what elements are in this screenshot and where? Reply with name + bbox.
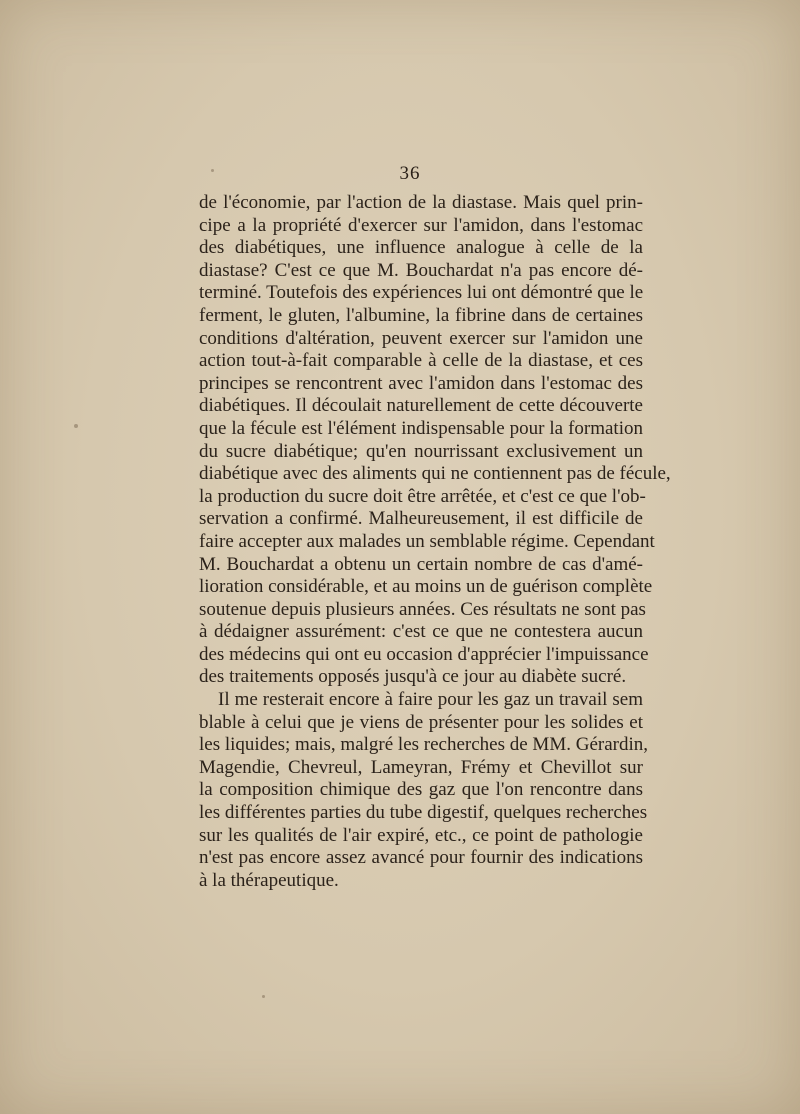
paragraph [199,192,671,689]
text-line: des médecins qui ont eu occasion d'apprécier l'impuissance [199,643,649,665]
text-line: action tout-à-fait comparable à celle de la diastase, et ces [199,350,643,372]
text-line: sur les qualités de l'air expiré, etc., ce point de pathologie [199,824,643,846]
body-text [199,192,671,892]
text-line: diastase? C'est ce que M. Bouchardat n'a pas encore dé- [199,259,643,281]
text-line: cipe a la propriété d'exercer sur l'amidon, dans l'estomac [199,214,643,236]
page-number: 36 [399,163,421,184]
text-line: la production du sucre doit être arrêtée, et c'est ce que l'ob- [199,485,646,507]
paragraph [199,689,648,892]
text-line: les différentes parties du tube digestif, quelques recherches [199,802,648,824]
text-line: diabétiques. Il découlait naturellement de cette découverte [199,395,643,417]
text-line: à la thérapeutique. [199,869,339,891]
text-line: M. Bouchardat a obtenu un certain nombre de cas d'amé- [199,553,643,575]
text-line: conditions d'altération, peuvent exercer sur l'amidon une [199,327,643,349]
text-line: que la fécule est l'élément indispensable pour la formation [199,417,643,439]
text-line: soutenue depuis plusieurs années. Ces résultats ne sont pas [199,598,646,620]
text-line: terminé. Toutefois des expériences lui ont démontré que le [199,282,644,304]
text-line: ferment, le gluten, l'albumine, la fibrine dans de certaines [199,304,643,326]
text-line: lioration considérable, et au moins un de guérison complète [199,576,653,598]
text-line: Magendie, Chevreul, Lameyran, Frémy et Chevillot sur [199,756,643,778]
text-line: servation a confirmé. Malheureusement, il est difficile de [199,508,643,530]
text-line: principes se rencontrent avec l'amidon dans l'estomac des [199,372,643,394]
text-line: n'est pas encore assez avancé pour fournir des indications [199,847,643,869]
text-line: des diabétiques, une influence analogue à celle de la [199,237,643,259]
text-line: blable à celui que je viens de présenter pour les solides et [199,711,643,733]
text-line: du sucre diabétique; qu'en nourrissant exclusivement un [199,440,643,462]
text-line: à dédaigner assurément: c'est ce que ne contestera aucun [199,621,643,643]
text-line: diabétique avec des aliments qui ne contiennent pas de fécule, [199,463,671,485]
paper-speck [262,995,265,998]
text-line: faire accepter aux malades un semblable régime. Cependant [199,530,655,552]
text-line: Il me resterait encore à faire pour les gaz un travail sem [218,689,643,711]
text-line: la composition chimique des gaz que l'on rencontre dans [199,779,643,801]
paper-speck [74,424,78,428]
text-line: des traitements opposés jusqu'à ce jour au diabète sucré. [199,666,627,688]
text-line: de l'économie, par l'action de la diastase. Mais quel prin- [199,192,643,213]
text-line: les liquides; mais, malgré les recherches de MM. Gérardin, [199,734,648,756]
